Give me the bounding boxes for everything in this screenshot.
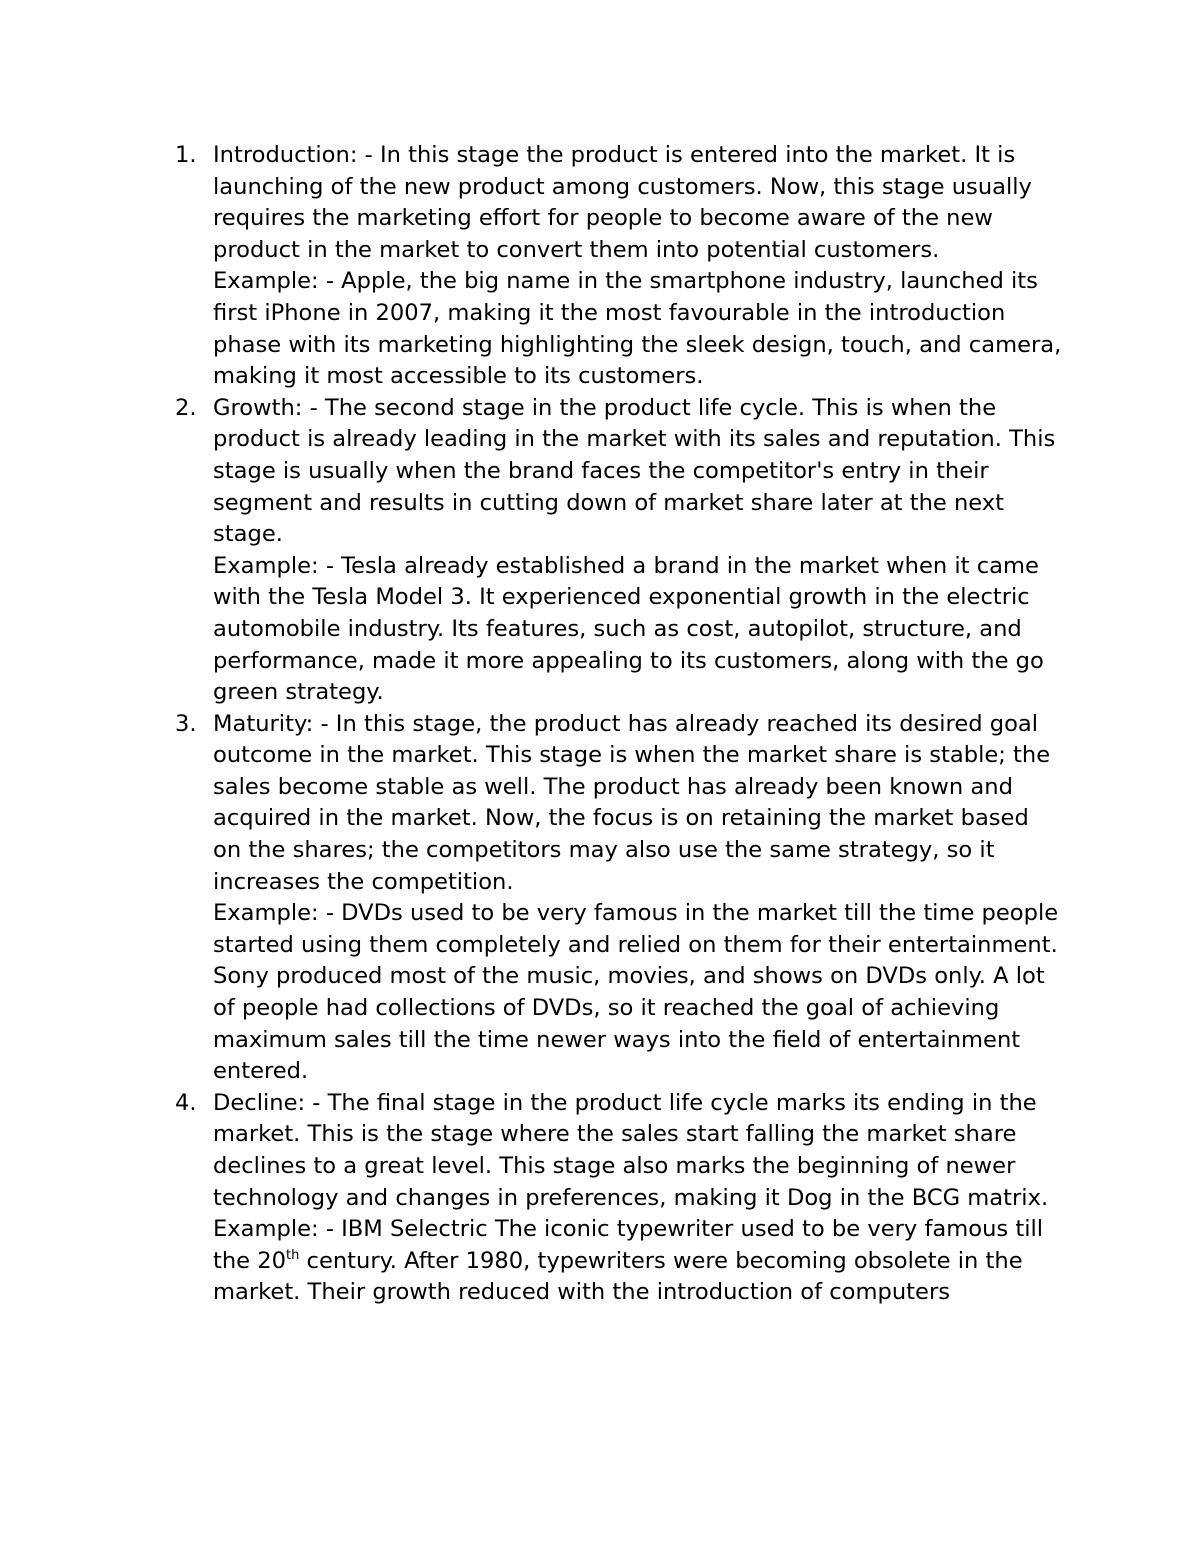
example-text-before: Example: - IBM Selectric The iconic typewriter used to be very famous till the 20 — [213, 1216, 1044, 1274]
list-item-number: 3. — [175, 710, 197, 737]
list-item-maturity — [163, 709, 1063, 1088]
list-item-decline — [163, 1088, 1063, 1309]
product-life-cycle-list — [163, 140, 1063, 1309]
example-text-after: century. After 1980, typewriters were becoming obsolete in the market. Their growth reduced with the introduction of computers — [213, 1247, 1023, 1306]
stage-example — [213, 1214, 1063, 1309]
list-item-number: 4. — [175, 1089, 197, 1116]
list-item-number: 2. — [175, 394, 197, 421]
list-item-growth — [163, 393, 1063, 709]
ordinal-superscript: th — [286, 1247, 300, 1263]
list-item-number: 1. — [175, 142, 197, 168]
stage-description: Introduction: - In this stage the product is entered into the market. It is launching of the new product among customers. Now, this stage usually requires the marketing effort for people to become aware of the new product in the market to convert them into potential customers. — [213, 142, 1032, 263]
list-item-introduction — [163, 140, 1063, 393]
stage-description: Maturity: - In this stage, the product has already reached its desired goal outcome in the market. This stage is when the market share is stable; the sales become stable as well. The product has already been known and acquired in the market. Now, the focus is on retaining the market based on the shares; the competitors may also use the same strategy, so it increases the competition. — [213, 710, 1051, 895]
stage-example: Example: - Apple, the big name in the smartphone industry, launched its first iPhone in 2007, making it the most favourable in the introduction phase with its marketing highlighting the sleek design, touch, and camera, making it most accessible to its customers. — [213, 268, 1062, 390]
stage-description: Growth: - The second stage in the product life cycle. This is when the product is already leading in the market with its sales and reputation. This stage is usually when the brand faces the competitor's entry in their segment and results in cutting down of market share later at the next stage. — [213, 394, 1056, 548]
stage-example: Example: - Tesla already established a brand in the market when it came with the Tesla Model 3. It experienced exponential growth in the electric automobile industry. Its features, such as cost, autopilot, structure, and performance, made it more appealing to its customers, along with the go green strategy. — [213, 552, 1044, 706]
stage-description: Decline: - The final stage in the product life cycle marks its ending in the market. This is the stage where the sales start falling the market share declines to a great level. This stage also marks the beginning of newer technology and changes in preferences, making it Dog in the BCG matrix. — [213, 1089, 1049, 1211]
stage-example: Example: - DVDs used to be very famous in the market till the time people started using them completely and relied on them for their entertainment. Sony produced most of the music, movies, and shows on DVDs only. A lot of people had collections of DVDs, so it reached the goal of achieving maximum sales till the time newer ways into the field of entertainment entered. — [213, 900, 1059, 1085]
